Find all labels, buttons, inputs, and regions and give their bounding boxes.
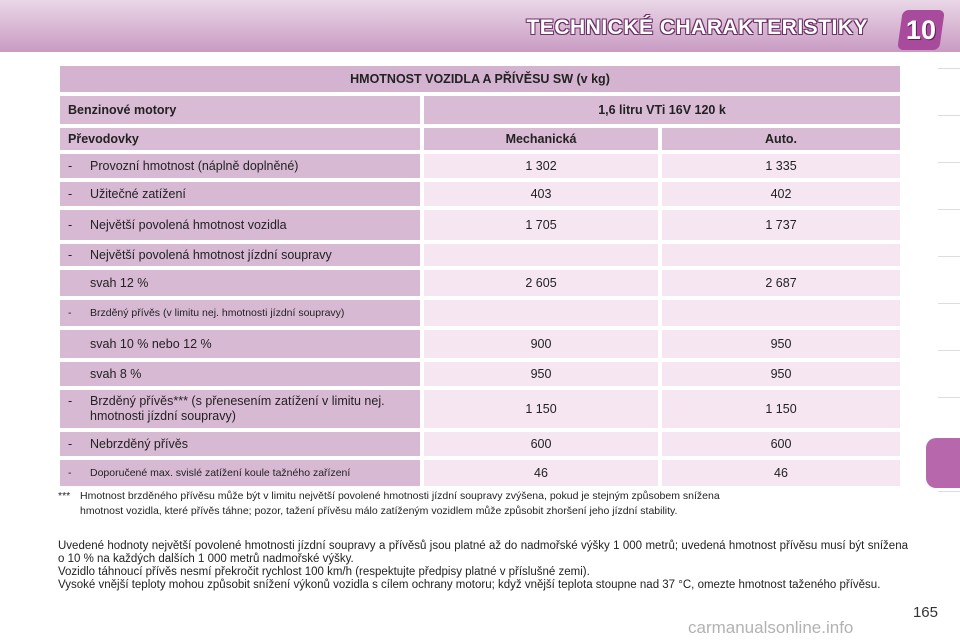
row-label-cell: [60, 270, 420, 296]
side-tab-active[interactable]: [926, 438, 960, 488]
footnote-marker: ***: [58, 490, 71, 502]
side-tab-strip: [938, 68, 960, 580]
row-label: svah 8 %: [90, 366, 142, 381]
table-row: [60, 244, 900, 266]
auto-value: 950: [662, 330, 900, 358]
side-tab[interactable]: [938, 303, 960, 350]
table-row: [60, 432, 900, 456]
side-tab[interactable]: [938, 162, 960, 209]
engine-value: 1,6 litru VTi 16V 120 k: [424, 96, 900, 124]
auto-value: 1 150: [662, 390, 900, 428]
table-row: [60, 154, 900, 178]
side-tab[interactable]: [938, 115, 960, 162]
footnote-line: hmotnost vozidla, které přívěs táhne; pozor, tažení přívěsu málo zatíženým vozidlem může způsobit zhoršení jeho jízdní stability.: [80, 505, 678, 517]
auto-value: [662, 244, 900, 266]
row-label: Doporučené max. svislé zatížení koule tažného zařízení: [90, 466, 351, 479]
footnote-line: Hmotnost brzděného přívěsu může být v limitu největší povolené hmotnosti jízdní soupravy zvýšena, pokud je stejným způsobem snížena: [80, 490, 720, 502]
gearbox-manual-header: Mechanická: [424, 128, 658, 150]
row-label: Nebrzděný přívěs: [90, 436, 188, 451]
manual-value: 600: [424, 432, 658, 456]
auto-value: 402: [662, 182, 900, 206]
row-dash: -: [68, 436, 73, 451]
row-label-cell: [60, 362, 420, 386]
manual-value: 950: [424, 362, 658, 386]
row-dash: -: [68, 466, 72, 479]
row-label-cell: [60, 210, 420, 240]
row-label: svah 12 %: [90, 275, 149, 290]
row-label-cell: [60, 390, 420, 428]
gearbox-auto-header: Auto.: [662, 128, 900, 150]
table-body: [60, 154, 900, 486]
manual-value: 2 605: [424, 270, 658, 296]
row-dash: -: [68, 217, 73, 232]
row-label-cell: [60, 300, 420, 326]
table-row: [60, 330, 900, 358]
row-label-cell: [60, 330, 420, 358]
row-label: Užitečné zatížení: [90, 186, 186, 201]
row-label-cell: [60, 460, 420, 486]
row-dash: -: [68, 306, 72, 319]
side-tab[interactable]: [938, 350, 960, 397]
manual-value: 403: [424, 182, 658, 206]
row-dash: -: [68, 158, 73, 173]
manual-value: [424, 300, 658, 326]
table-row: [60, 390, 900, 428]
gearbox-label: Převodovky: [60, 128, 420, 150]
auto-value: 1 335: [662, 154, 900, 178]
engine-label: Benzinové motory: [60, 96, 420, 124]
table-row: [60, 362, 900, 386]
row-dash: -: [68, 186, 73, 201]
row-label: Největší povolená hmotnost vozidla: [90, 217, 287, 232]
page-number: 165: [912, 604, 938, 621]
auto-value: 46: [662, 460, 900, 486]
auto-value: 950: [662, 362, 900, 386]
table-row: [60, 270, 900, 296]
manual-value: 1 302: [424, 154, 658, 178]
row-dash: -: [68, 394, 73, 408]
footnote: [58, 489, 908, 518]
manual-value: 46: [424, 460, 658, 486]
table-row: [60, 182, 900, 206]
table-row: [60, 210, 900, 240]
row-label: Provozní hmotnost (náplně doplněné): [90, 158, 299, 173]
auto-value: 2 687: [662, 270, 900, 296]
row-label-cell: [60, 154, 420, 178]
chapter-header-bar: [0, 0, 960, 52]
manual-value: [424, 244, 658, 266]
table-row: [60, 300, 900, 326]
side-tab[interactable]: [938, 491, 960, 538]
chapter-title: TECHNICKÉ CHARAKTERISTIKY: [526, 16, 868, 39]
row-label-cell: [60, 244, 420, 266]
paragraph-line: Vysoké vnější teploty mohou způsobit snížení výkonů vozidla s cílem ochrany motoru; když vnější teplota stoupne nad 37 °C, omezte hmotnost taženého přívěsu.: [58, 579, 881, 591]
side-tab[interactable]: [938, 397, 960, 444]
row-label: Brzděný přívěs*** (s přenesením zatížení v limitu nej. hmotnosti jízdní soupravy): [90, 394, 385, 423]
table-title: HMOTNOST VOZIDLA A PŘÍVĚSU SW (v kg): [60, 66, 900, 92]
manual-value: 1 150: [424, 390, 658, 428]
auto-value: 1 737: [662, 210, 900, 240]
weights-table: [56, 62, 904, 490]
side-tab[interactable]: [938, 256, 960, 303]
auto-value: 600: [662, 432, 900, 456]
info-paragraph: [58, 540, 908, 592]
watermark: carmanualsonline.info: [688, 618, 854, 637]
side-tab[interactable]: [938, 209, 960, 256]
chapter-number: 10: [905, 14, 937, 45]
manual-value: 900: [424, 330, 658, 358]
table-row: [60, 460, 900, 486]
paragraph-line: Uvedené hodnoty největší povolené hmotnosti jízdní soupravy a přívěsů jsou platné až do nadmořské výšky 1 000 metrů; uvedená hmotnost přívěsu musí být snížena o 10 % na každých dalších 1 000 metrů nadmořské výšky.: [58, 540, 908, 565]
row-label-cell: [60, 182, 420, 206]
row-dash: -: [68, 247, 73, 262]
manual-value: 1 705: [424, 210, 658, 240]
paragraph-line: Vozidlo táhnoucí přívěs nesmí překročit rychlost 100 km/h (respektujte předpisy platné v příslušné zemi).: [58, 566, 590, 578]
auto-value: [662, 300, 900, 326]
row-label: Brzděný přívěs (v limitu nej. hmotnosti jízdní soupravy): [90, 306, 345, 319]
row-label: svah 10 % nebo 12 %: [90, 336, 212, 351]
side-tab[interactable]: [938, 68, 960, 115]
row-label-cell: [60, 432, 420, 456]
chapter-number-badge: [897, 10, 945, 50]
row-label: Největší povolená hmotnost jízdní soupravy: [90, 247, 332, 262]
